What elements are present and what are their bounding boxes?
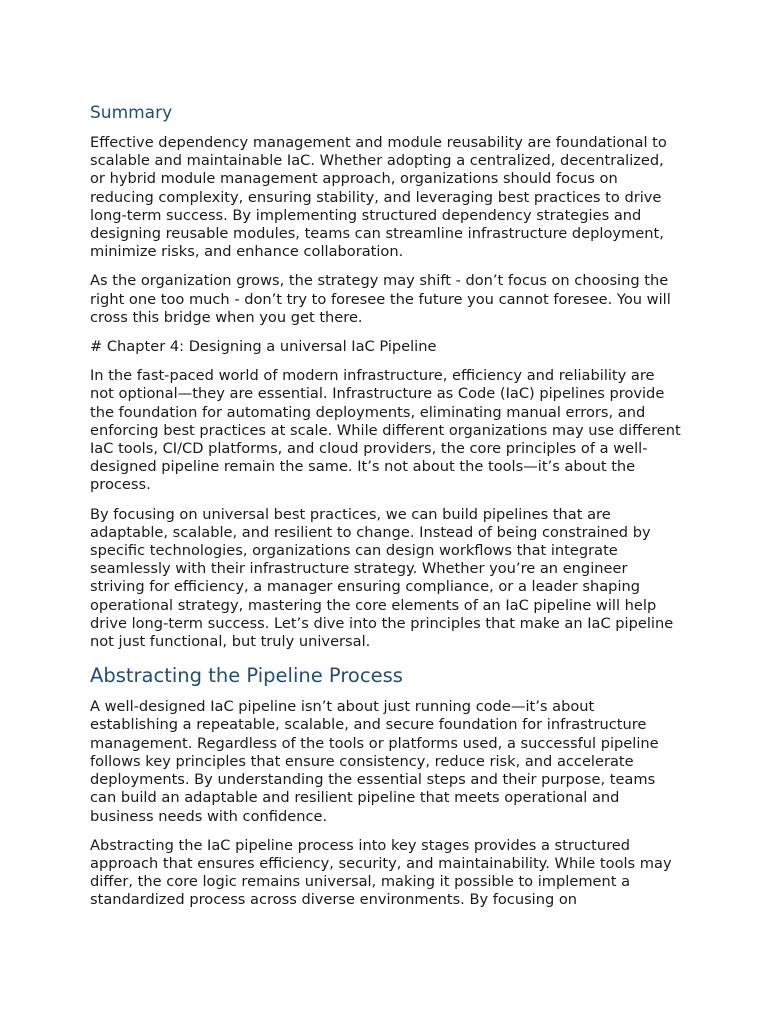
- abstracting-paragraph-2: Abstracting the IaC pipeline process into key stages provides a structured approach that ensures efficiency, security, and maintainability. While tools may differ, the core logic remains universal, making it possible to implement a standardized process across diverse environments. By focusing on: [90, 836, 672, 909]
- document-page: [90, 102, 682, 921]
- chapter-title-line: # Chapter 4: Designing a universal IaC Pipeline: [90, 338, 437, 356]
- summary-heading: Summary: [90, 103, 173, 123]
- chapter-paragraph-2: By focusing on universal best practices, we can build pipelines that are adaptable, scalable, and resilient to change. Instead of being constrained by specific technologies, organizations can design workflows that integrate seamlessly with their infrastructure strategy. Whether you’re an engineer striving for efficiency, a manager ensuring compliance, or a leader shaping operational strategy, mastering the core elements of an IaC pipeline will help drive long-term success. Let’s dive into the principles that make an IaC pipeline not just functional, but truly universal.: [90, 505, 674, 651]
- abstracting-paragraph-1: A well-designed IaC pipeline isn’t about just running code—it’s about establishing a repeatable, scalable, and secure foundation for infrastructure management. Regardless of the tools or platforms used, a successful pipeline follows key principles that ensure consistency, reduce risk, and accelerate deployments. By understanding the essential steps and their purpose, teams can build an adaptable and resilient pipeline that meets operational and business needs with confidence.: [90, 698, 659, 825]
- chapter-paragraph-1: In the fast-paced world of modern infrastructure, efficiency and reliability are not optional—they are essential. Infrastructure as Code (IaC) pipelines provide the foundation for automating deployments, eliminating manual errors, and enforcing best practices at scale. While different organizations may use different IaC tools, CI/CD platforms, and cloud providers, the core principles of a well-designed pipeline remain the same. It’s not about the tools—it’s about the process.: [90, 367, 681, 494]
- abstracting-heading: Abstracting the Pipeline Process: [90, 664, 403, 688]
- summary-paragraph-2: As the organization grows, the strategy may shift - don’t focus on choosing the right one too much - don’t try to foresee the future you cannot foresee. You will cross this bridge when you get there.: [90, 272, 671, 326]
- summary-paragraph-1: Effective dependency management and module reusability are foundational to scalable and maintainable IaC. Whether adopting a centralized, decentralized, or hybrid module management approach, organizations should focus on reducing complexity, ensuring stability, and leveraging best practices to drive long-term success. By implementing structured dependency strategies and designing reusable modules, teams can streamline infrastructure deployment, minimize risks, and enhance collaboration.: [90, 134, 667, 261]
